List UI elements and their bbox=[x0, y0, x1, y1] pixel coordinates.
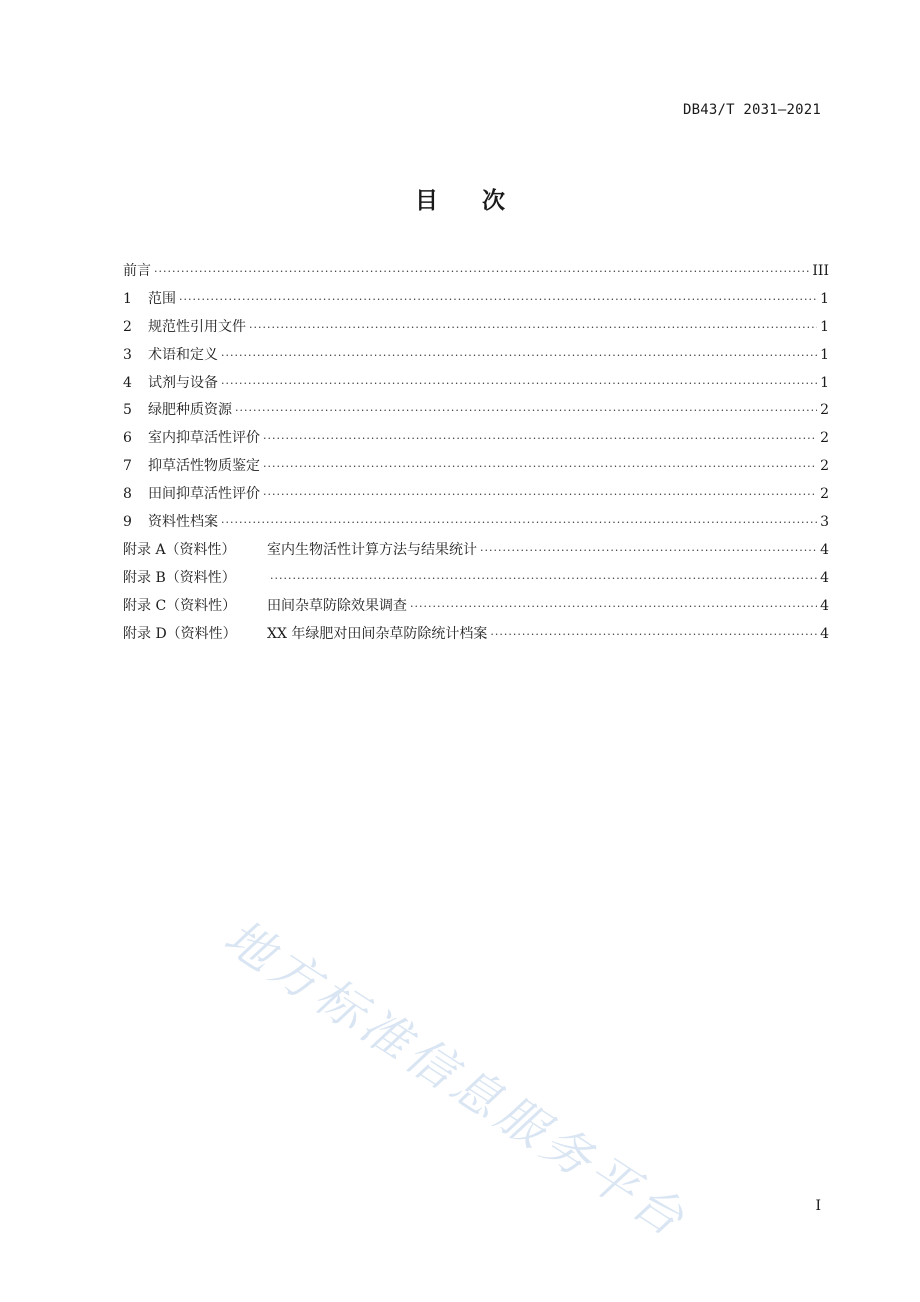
toc-entry-8[interactable] bbox=[123, 481, 829, 509]
toc-appendix-prefix: 附录 B（资料性） bbox=[123, 569, 236, 586]
toc-entry-7[interactable] bbox=[123, 453, 829, 481]
toc-entry-3[interactable] bbox=[123, 342, 829, 370]
toc-entry-4[interactable] bbox=[123, 370, 829, 398]
toc-entry-2[interactable] bbox=[123, 314, 829, 342]
toc-entry-foreword[interactable] bbox=[123, 258, 829, 286]
toc-dot-leader bbox=[270, 565, 817, 593]
toc-entry-number: 1 bbox=[123, 290, 132, 307]
toc-dot-leader bbox=[221, 509, 817, 537]
toc-entry-number: 7 bbox=[123, 458, 132, 475]
toc-appendix-d[interactable] bbox=[123, 621, 829, 649]
toc-entry-6[interactable] bbox=[123, 425, 829, 453]
toc-entry-page: 1 bbox=[820, 318, 829, 335]
standard-code: DB43/T 2031—2021 bbox=[682, 102, 821, 118]
toc-entry-label: 抑草活性物质鉴定 bbox=[148, 458, 260, 475]
title-char-1: 目 bbox=[415, 188, 438, 214]
toc-entry-number: 3 bbox=[123, 346, 132, 363]
toc-entry-label: 规范性引用文件 bbox=[148, 318, 246, 335]
toc-appendix-a[interactable] bbox=[123, 537, 829, 565]
toc-dot-leader bbox=[249, 314, 817, 342]
page-number: I bbox=[815, 1198, 821, 1214]
toc-entry-label: 田间抑草活性评价 bbox=[148, 486, 260, 503]
toc-entry-number: 4 bbox=[123, 374, 132, 391]
title-char-2: 次 bbox=[482, 188, 505, 214]
toc-dot-leader bbox=[490, 621, 817, 649]
toc-appendix-b[interactable] bbox=[123, 565, 829, 593]
toc-dot-leader bbox=[410, 593, 817, 621]
toc-entry-page: 4 bbox=[820, 541, 829, 558]
toc-entry-page: 2 bbox=[820, 402, 829, 419]
toc-dot-leader bbox=[263, 453, 817, 481]
toc-entry-label: 室内生物活性计算方法与结果统计 bbox=[267, 541, 477, 558]
toc-entry-page: 4 bbox=[820, 597, 829, 614]
toc-entry-page: 2 bbox=[820, 458, 829, 475]
toc-dot-leader bbox=[154, 258, 809, 286]
table-of-contents bbox=[123, 258, 829, 648]
toc-dot-leader bbox=[221, 342, 817, 370]
toc-entry-number: 5 bbox=[123, 402, 132, 419]
toc-entry-page: 2 bbox=[820, 430, 829, 447]
toc-entry-label: 试剂与设备 bbox=[148, 374, 218, 391]
toc-entry-1[interactable] bbox=[123, 286, 829, 314]
toc-entry-page: 3 bbox=[820, 514, 829, 531]
toc-dot-leader bbox=[179, 286, 817, 314]
toc-entry-page: III bbox=[812, 263, 829, 279]
toc-appendix-prefix: 附录 A（资料性） bbox=[123, 541, 236, 558]
toc-entry-label: 绿肥种质资源 bbox=[148, 402, 232, 419]
toc-entry-label: 范围 bbox=[148, 290, 176, 307]
toc-entry-label: 术语和定义 bbox=[148, 346, 218, 363]
toc-appendix-c[interactable] bbox=[123, 593, 829, 621]
toc-dot-leader bbox=[263, 481, 817, 509]
toc-dot-leader bbox=[221, 370, 817, 398]
toc-entry-label: 田间杂草防除效果调查 bbox=[267, 597, 407, 614]
page-title bbox=[0, 182, 920, 215]
watermark: 地方标准信息服务平台 bbox=[214, 908, 698, 1250]
toc-dot-leader bbox=[480, 537, 817, 565]
toc-entry-page: 1 bbox=[820, 346, 829, 363]
toc-entry-number: 8 bbox=[123, 486, 132, 503]
toc-entry-label: XX 年绿肥对田间杂草防除统计档案 bbox=[267, 625, 488, 642]
toc-dot-leader bbox=[235, 397, 817, 425]
toc-dot-leader bbox=[263, 425, 817, 453]
toc-entry-number: 6 bbox=[123, 430, 132, 447]
toc-entry-5[interactable] bbox=[123, 397, 829, 425]
toc-appendix-prefix: 附录 D（资料性） bbox=[123, 625, 237, 642]
toc-entry-page: 4 bbox=[820, 569, 829, 586]
toc-entry-number: 9 bbox=[123, 514, 132, 531]
toc-entry-label: 资料性档案 bbox=[148, 514, 218, 531]
toc-entry-label: 室内抑草活性评价 bbox=[148, 430, 260, 447]
toc-entry-page: 4 bbox=[820, 625, 829, 642]
toc-entry-label: 前言 bbox=[123, 263, 151, 279]
toc-entry-page: 1 bbox=[820, 374, 829, 391]
toc-entry-9[interactable] bbox=[123, 509, 829, 537]
toc-entry-page: 2 bbox=[820, 486, 829, 503]
toc-entry-page: 1 bbox=[820, 290, 829, 307]
toc-appendix-prefix: 附录 C（资料性） bbox=[123, 597, 237, 614]
toc-entry-number: 2 bbox=[123, 318, 132, 335]
